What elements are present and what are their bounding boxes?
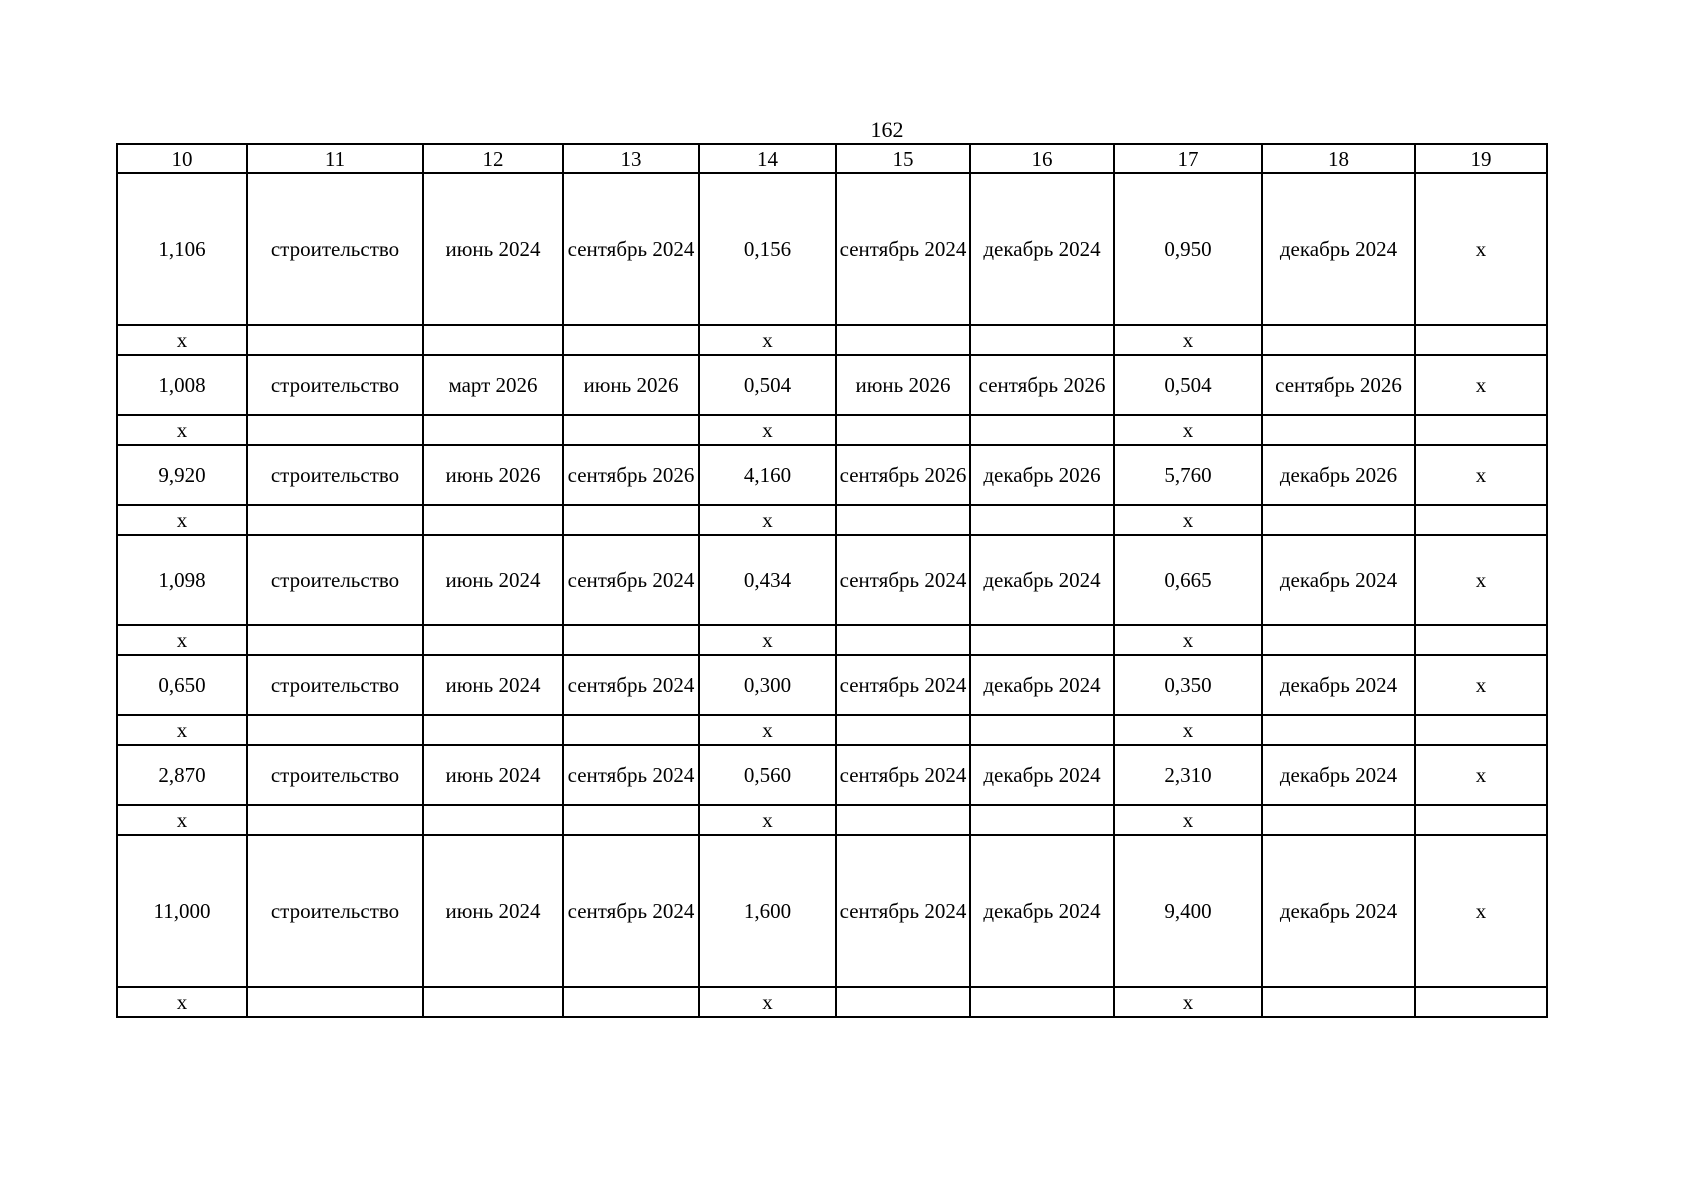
table-cell: декабрь 2026 [1262, 445, 1415, 505]
table-cell: 0,560 [699, 745, 836, 805]
table-cell [247, 325, 423, 355]
table-cell: х [699, 325, 836, 355]
column-header: 16 [970, 144, 1114, 173]
table-cell: декабрь 2024 [970, 835, 1114, 987]
table-cell: сентябрь 2024 [836, 835, 970, 987]
table-cell [563, 505, 699, 535]
table-cell: декабрь 2024 [1262, 535, 1415, 625]
table-cell [247, 415, 423, 445]
table-cell: сентябрь 2026 [563, 445, 699, 505]
table-cell: 9,400 [1114, 835, 1262, 987]
column-header: 14 [699, 144, 836, 173]
table-cell: июнь 2026 [563, 355, 699, 415]
table-cell [563, 415, 699, 445]
table-cell [247, 715, 423, 745]
table-cell: 1,098 [117, 535, 247, 625]
table-cell: сентябрь 2024 [563, 655, 699, 715]
table-cell [970, 325, 1114, 355]
table-cell: 4,160 [699, 445, 836, 505]
table-cell: х [1114, 505, 1262, 535]
table-cell [423, 325, 563, 355]
table-cell [836, 987, 970, 1017]
table-cell: 0,156 [699, 173, 836, 325]
table-cell: строительство [247, 173, 423, 325]
table-row [117, 173, 1547, 325]
table-cell [1262, 505, 1415, 535]
table-cell [1415, 987, 1547, 1017]
table-row [117, 535, 1547, 625]
table-cell [1415, 505, 1547, 535]
table-cell [563, 987, 699, 1017]
table-cell: х [1415, 173, 1547, 325]
table-cell: сентябрь 2026 [970, 355, 1114, 415]
table-cell: июнь 2024 [423, 173, 563, 325]
table-cell [970, 505, 1114, 535]
table-cell: декабрь 2024 [970, 173, 1114, 325]
table-cell: х [1114, 625, 1262, 655]
table-cell: июнь 2024 [423, 655, 563, 715]
table-cell: декабрь 2024 [1262, 745, 1415, 805]
table-cell: декабрь 2024 [1262, 173, 1415, 325]
table-cell [1415, 415, 1547, 445]
table-cell: сентябрь 2024 [836, 745, 970, 805]
table-cell [1415, 715, 1547, 745]
data-table [116, 143, 1548, 1018]
table-cell: декабрь 2024 [970, 535, 1114, 625]
table-cell [836, 805, 970, 835]
table-cell: х [699, 715, 836, 745]
table-cell: декабрь 2024 [970, 655, 1114, 715]
table-row [117, 745, 1547, 805]
table-row [117, 445, 1547, 505]
table-cell: х [1415, 445, 1547, 505]
table-cell: сентябрь 2024 [563, 535, 699, 625]
table-cell: 0,504 [1114, 355, 1262, 415]
table-subrow [117, 505, 1547, 535]
table-cell [970, 805, 1114, 835]
table-subrow [117, 987, 1547, 1017]
column-header: 15 [836, 144, 970, 173]
table-cell: строительство [247, 745, 423, 805]
table-cell [1415, 325, 1547, 355]
table-cell: сентябрь 2026 [1262, 355, 1415, 415]
table-cell [1415, 805, 1547, 835]
table-cell: сентябрь 2026 [836, 445, 970, 505]
table-cell [1262, 325, 1415, 355]
table-cell: сентябрь 2024 [836, 535, 970, 625]
table-cell: 1,106 [117, 173, 247, 325]
table-cell: х [117, 415, 247, 445]
table-cell: декабрь 2026 [970, 445, 1114, 505]
column-header: 18 [1262, 144, 1415, 173]
table-cell: х [117, 325, 247, 355]
table-cell: 2,870 [117, 745, 247, 805]
page-number: 162 [870, 117, 904, 142]
table-cell: 0,950 [1114, 173, 1262, 325]
table-cell [1262, 625, 1415, 655]
table-cell [1262, 715, 1415, 745]
table-cell: строительство [247, 355, 423, 415]
table-cell [1262, 805, 1415, 835]
table-subrow [117, 415, 1547, 445]
table-cell: х [1114, 715, 1262, 745]
table-cell: х [1415, 745, 1547, 805]
table-cell: июнь 2026 [836, 355, 970, 415]
table-cell [423, 625, 563, 655]
header-row [117, 144, 1547, 173]
table-cell: х [117, 715, 247, 745]
table-cell [970, 987, 1114, 1017]
table-cell: х [1114, 987, 1262, 1017]
table-cell [563, 715, 699, 745]
table-cell [423, 505, 563, 535]
table-cell: 0,504 [699, 355, 836, 415]
table-cell [1262, 415, 1415, 445]
table-cell: х [1415, 835, 1547, 987]
table-cell: 0,434 [699, 535, 836, 625]
table-subrow [117, 805, 1547, 835]
table-cell: 0,650 [117, 655, 247, 715]
column-header: 11 [247, 144, 423, 173]
table-cell: х [699, 625, 836, 655]
table-row [117, 655, 1547, 715]
table-cell: х [117, 987, 247, 1017]
table-cell [836, 415, 970, 445]
table-cell: строительство [247, 655, 423, 715]
table-cell [423, 805, 563, 835]
table-cell: сентябрь 2024 [563, 745, 699, 805]
table-cell [247, 805, 423, 835]
table-cell [423, 987, 563, 1017]
table-cell: 2,310 [1114, 745, 1262, 805]
table-cell: 9,920 [117, 445, 247, 505]
column-header: 10 [117, 144, 247, 173]
table-cell [563, 325, 699, 355]
table-cell: июнь 2026 [423, 445, 563, 505]
column-header: 17 [1114, 144, 1262, 173]
table-cell: март 2026 [423, 355, 563, 415]
table-cell [970, 715, 1114, 745]
table-subrow [117, 625, 1547, 655]
table-cell: 0,300 [699, 655, 836, 715]
table-cell: 11,000 [117, 835, 247, 987]
table-cell: 1,008 [117, 355, 247, 415]
table-cell: июнь 2024 [423, 835, 563, 987]
table-cell: х [1415, 655, 1547, 715]
table-cell: сентябрь 2024 [836, 655, 970, 715]
table-row [117, 835, 1547, 987]
table-cell [563, 805, 699, 835]
column-header: 13 [563, 144, 699, 173]
table-cell [247, 625, 423, 655]
table-cell [563, 625, 699, 655]
table-cell: х [1114, 805, 1262, 835]
table-cell [836, 715, 970, 745]
table-subrow [117, 715, 1547, 745]
column-header: 19 [1415, 144, 1547, 173]
table-cell: сентябрь 2024 [563, 835, 699, 987]
table-cell: х [117, 505, 247, 535]
table-cell [1262, 987, 1415, 1017]
table-cell [1415, 625, 1547, 655]
table-cell: сентябрь 2024 [836, 173, 970, 325]
column-header: 12 [423, 144, 563, 173]
table-cell: строительство [247, 535, 423, 625]
table-cell: июнь 2024 [423, 535, 563, 625]
table-cell [970, 625, 1114, 655]
table-cell: сентябрь 2024 [563, 173, 699, 325]
table-cell [247, 505, 423, 535]
table-cell [970, 415, 1114, 445]
table-cell: х [117, 805, 247, 835]
table-cell: 0,350 [1114, 655, 1262, 715]
table-cell: х [699, 987, 836, 1017]
table-cell: х [117, 625, 247, 655]
table-cell: строительство [247, 445, 423, 505]
table-row [117, 355, 1547, 415]
table-cell: х [1415, 535, 1547, 625]
table-cell: 1,600 [699, 835, 836, 987]
table-cell [836, 505, 970, 535]
table-cell: х [699, 505, 836, 535]
table-cell [423, 715, 563, 745]
table-cell: декабрь 2024 [970, 745, 1114, 805]
table-cell: х [699, 415, 836, 445]
table-cell: х [1114, 325, 1262, 355]
table-cell: декабрь 2024 [1262, 835, 1415, 987]
table-cell [836, 625, 970, 655]
table-cell: 5,760 [1114, 445, 1262, 505]
table-cell: 0,665 [1114, 535, 1262, 625]
table-cell [423, 415, 563, 445]
table-cell: строительство [247, 835, 423, 987]
table-cell: х [1114, 415, 1262, 445]
table-cell: декабрь 2024 [1262, 655, 1415, 715]
table-cell [836, 325, 970, 355]
table-subrow [117, 325, 1547, 355]
table-cell [247, 987, 423, 1017]
table-cell: х [1415, 355, 1547, 415]
table-cell: х [699, 805, 836, 835]
table-cell: июнь 2024 [423, 745, 563, 805]
